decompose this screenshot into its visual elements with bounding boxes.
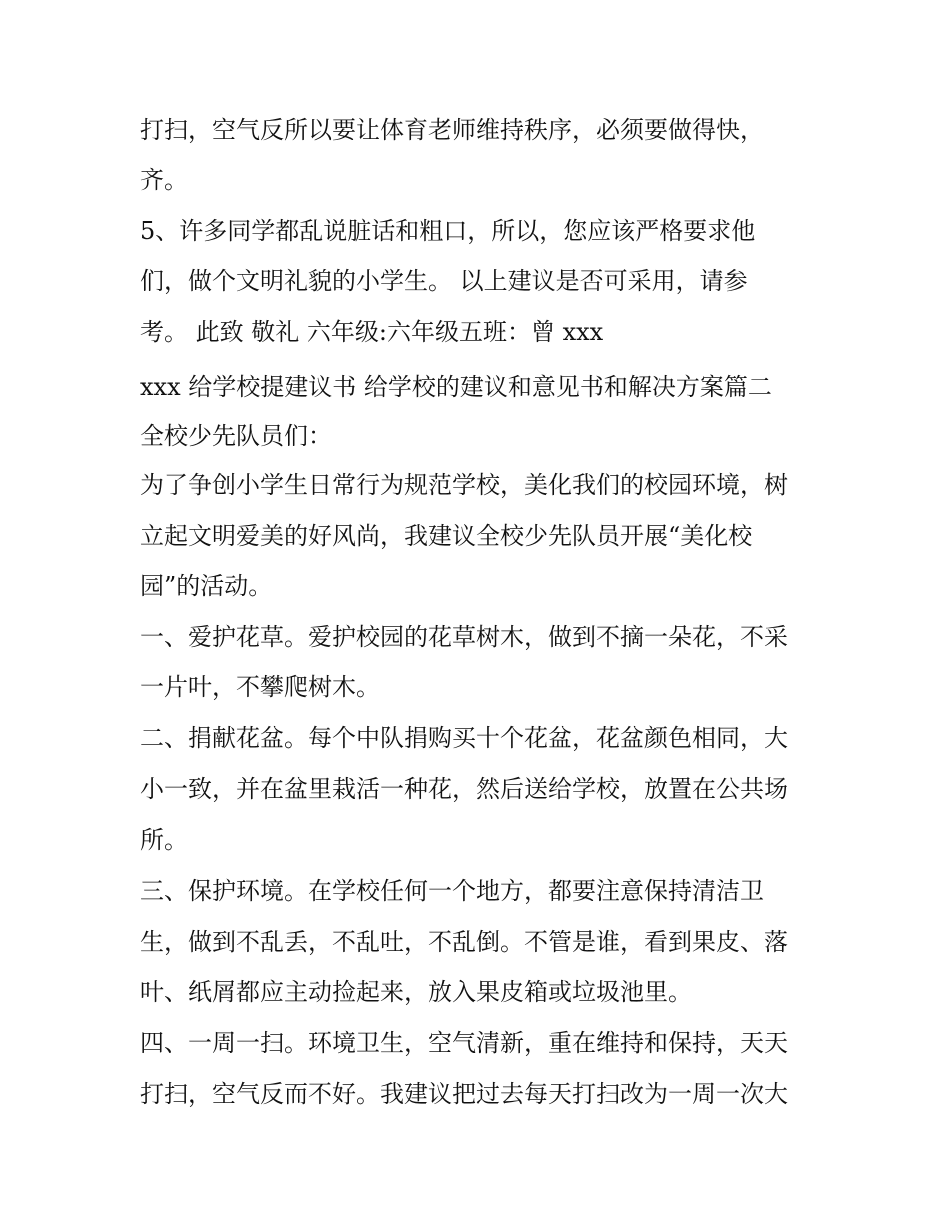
text-line: 5、许多同学都乱说脏话和粗口，所以，您应该严格要求他: [140, 217, 756, 245]
text-line: 打扫，空气反所以要让体育老师维持秩序，必须要做得快，: [140, 116, 764, 144]
text-line: 一片叶，不攀爬树木。: [140, 673, 380, 701]
text-line: 一、爱护花草。爱护校园的花草树木，做到不摘一朵花，不采: [140, 623, 788, 651]
text-line: 齐。: [140, 166, 188, 194]
text-line: 二、捐献花盆。每个中队捐购买十个花盆，花盆颜色相同，大: [140, 724, 788, 752]
text-line: 打扫，空气反而不好。我建议把过去每天打扫改为一周一次大: [140, 1080, 788, 1108]
text-line: 全校少先队员们：: [140, 422, 332, 450]
text-line: 生，做到不乱丢，不乱吐，不乱倒。不管是谁，看到果皮、落: [140, 928, 788, 956]
text-line: 考。 此致 敬礼 六年级:六年级五班：曾 xxx: [140, 318, 604, 346]
text-line: 小一致，并在盆里栽活一种花，然后送给学校，放置在公共场: [140, 775, 788, 803]
text-line: 立起文明爱美的好风尚，我建议全校少先队员开展“美化校: [140, 522, 753, 550]
text-line: 们，做个文明礼貌的小学生。 以上建议是否可采用，请参: [140, 267, 748, 295]
text-line: 三、保护环境。在学校任何一个地方，都要注意保持清洁卫: [140, 877, 764, 905]
text-line: 园”的活动。: [140, 572, 273, 600]
text-line: 叶、纸屑都应主动捡起来，放入果皮箱或垃圾池里。: [140, 978, 692, 1006]
text-line: 为了争创小学生日常行为规范学校，美化我们的校园环境，树: [140, 471, 788, 499]
text-line: 四、一周一扫。环境卫生，空气清新，重在维持和保持，天天: [140, 1029, 788, 1057]
text-line: 所。: [140, 826, 188, 854]
text-line: xxx 给学校提建议书 给学校的建议和意见书和解决方案篇二: [140, 373, 772, 401]
